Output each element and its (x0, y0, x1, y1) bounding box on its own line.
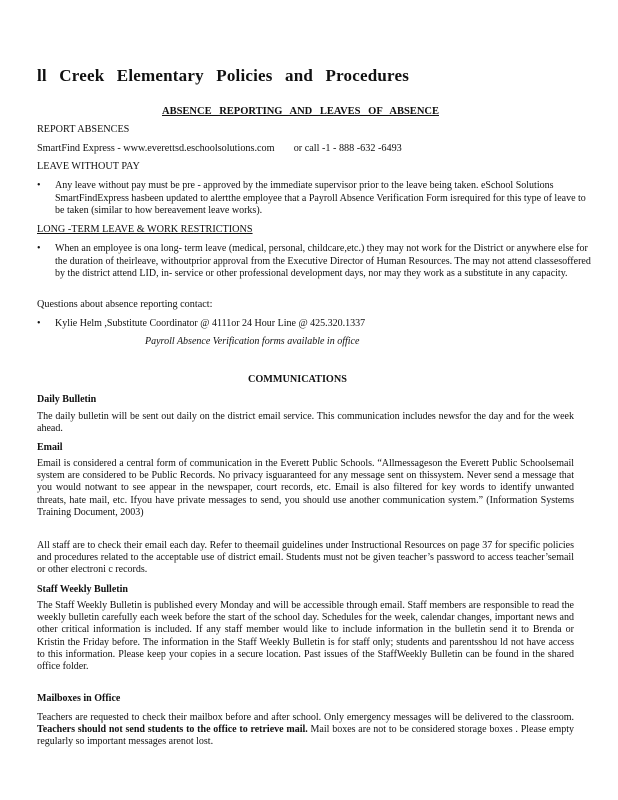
long-term-heading: LONG -TERM LEAVE & WORK RESTRICTIONS (37, 224, 253, 235)
leave-without-pay-bullet (37, 180, 595, 218)
report-absences-heading: REPORT ABSENCES (37, 124, 130, 135)
daily-bulletin-heading: Daily Bulletin (37, 394, 97, 405)
absence-heading: ABSENCE REPORTING AND LEAVES OF ABSENCE (162, 106, 439, 117)
mailboxes-text-b: Mail boxes are not to be considered storage boxes . Please empty regularly so important messages arenot lost. (37, 724, 575, 748)
communications-heading: COMMUNICATIONS (248, 374, 347, 385)
long-term-bullet (37, 243, 595, 281)
call-number: or call -1 - 888 -632 -6493 (293, 143, 402, 154)
leave-without-pay-text: Any leave without pay must be pre - approved by the immediate supervisor prior to the leave being taken. eSchool Solutions SmartFindExpress hasbeen updated to alertthe employee that a Payroll Absence Verification Form isrequired for this type of leave to be taken (similar to how bereavement leave works). (55, 180, 586, 216)
long-term-text: When an employee is ona long- term leave (medical, personal, childcare,etc.) they may not work for the District or anywhere else for the duration of theirleave, withoutprior approval from the Executive Director of Human Resources. The may not attend classesoffered by the district attend LID, in- service or other professional development days, nor may they work as a substitute in any capacity. (55, 243, 591, 279)
staff-weekly-heading: Staff Weekly Bulletin (37, 584, 128, 595)
mailboxes-text (37, 712, 574, 749)
email-heading: Email (37, 442, 63, 453)
email-text: Email is considered a central form of communication in the Everett Public Schools. “Allmessageson the Everett Public Schoolsemail system are considered to be Public Records. No privacy isguaranteed for any message sent on thissystem. Never send a message that you would notwant to see appear in the newspaper, court records, etc. Email is also filtered for key words to identify unwanted threats, hate mail, etc. Ifyou have private messages to send, you should use another communication system.” (Information Systems Training Document, 2003) (37, 458, 574, 518)
questions-heading: Questions about absence reporting contact: (37, 299, 213, 310)
daily-bulletin-text: The daily bulletin will be sent out daily on the district email service. This communication includes newsfor the day and for the week ahead. (37, 411, 574, 435)
payroll-note: Payroll Absence Verification forms available in office (145, 336, 360, 347)
bullet-icon: • (37, 180, 41, 191)
staff-weekly-text: The Staff Weekly Bulletin is published every Monday and will be accessible through email. Staff members are responsible to read the weekly bulletin carefully each week before the start of the school day. Schedules for the week, calendar changes, important news and other critical information is included. If any staff member would like to include information in the bulletin send it to Brenda or Kristin the Friday before. The information in the Staff Weekly Bulletin is for staff only; students and parentsshou ld not have access to this information. Please keep your copies in a secure location. Past issues of the StaffWeekly Bulletin can be found in the shared office folder. (37, 600, 574, 673)
mailboxes-heading: Mailboxes in Office (37, 693, 121, 704)
mailboxes-text-bold: Teachers should not send students to the office to retrieve mail. (37, 724, 308, 736)
email-guidelines-text: All staff are to check their email each day. Refer to theemail guidelines under Instructional Resources on page 37 for specific policies and procedures related to the acceptable use of district email. Students must not be given teacher’s password to access teacher’semail or other electroni c records. (37, 540, 574, 576)
page-title: ll Creek Elementary Policies and Procedures (37, 66, 410, 85)
bullet-icon: • (37, 243, 41, 254)
contact-text: Kylie Helm ,Substitute Coordinator @ 4111or 24 Hour Line @ 425.320.1337 (55, 318, 366, 329)
smartfind-line (37, 143, 402, 154)
smartfind-link[interactable]: SmartFind Express - www.everettsd.eschoolsolutions.com (37, 143, 275, 154)
contact-bullet (37, 318, 595, 331)
mailboxes-text-a: Teachers are requested to check their mailbox before and after school. Only emergency messages will be delivered to the classroom. (37, 712, 574, 723)
leave-without-pay-heading: LEAVE WITHOUT PAY (37, 161, 140, 172)
bullet-icon: • (37, 318, 41, 329)
